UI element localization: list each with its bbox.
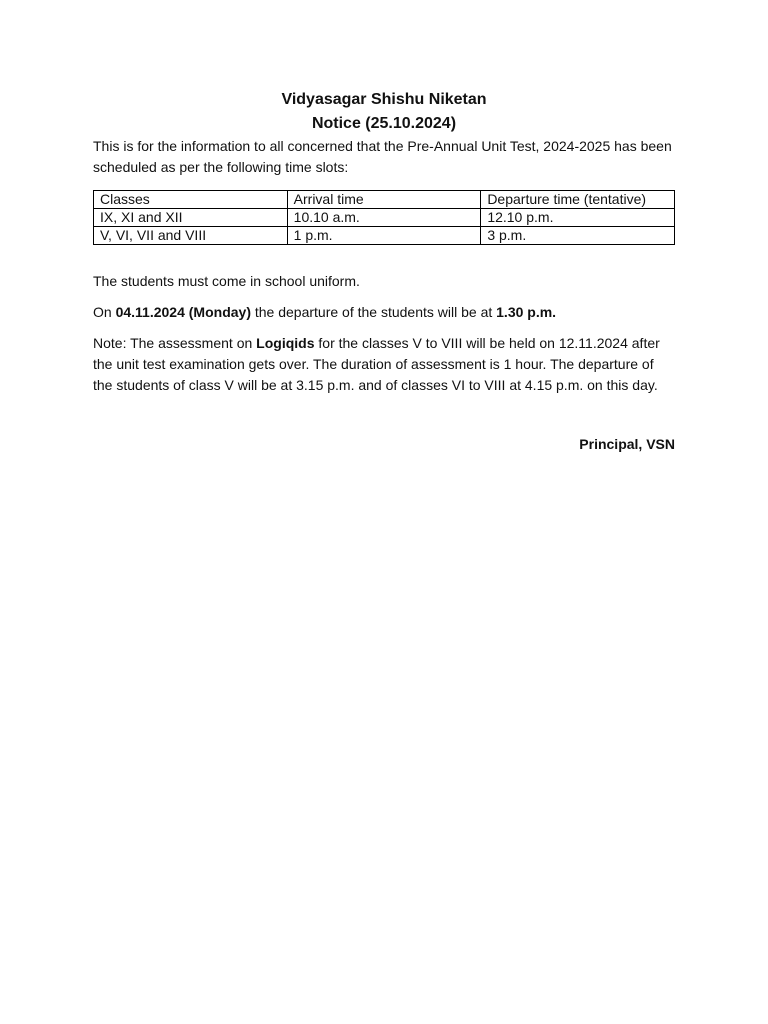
- departure-middle: the departure of the students will be at: [250, 304, 497, 320]
- table-cell: 3 p.m.: [481, 227, 675, 245]
- table-cell: Classes: [94, 191, 288, 209]
- table-cell: V, VI, VII and VIII: [94, 227, 288, 245]
- time-slots-table: [93, 190, 675, 245]
- departure-time: 1.30 p.m.: [496, 304, 557, 320]
- assessment-rest: for the classes V to VIII will be held on 12.11.2024 after the unit test examination gets over. The duration of assessment is 1 hour. The departure of the students of class V will be at 3.15 p.m. and of classes VI to VIII at 4.15 p.m. on this day.: [93, 335, 660, 393]
- table-cell: 1 p.m.: [287, 227, 481, 245]
- notice-title: Notice (25.10.2024): [311, 115, 457, 132]
- departure-note: [93, 302, 675, 323]
- table-cell: 12.10 p.m.: [481, 209, 675, 227]
- departure-date: 04.11.2024 (Monday): [115, 304, 251, 320]
- table-cell: IX, XI and XII: [94, 209, 288, 227]
- table-header-row: [94, 191, 675, 209]
- uniform-note: The students must come in school uniform.: [93, 273, 360, 289]
- assessment-note: [93, 333, 675, 396]
- assessment-prefix: Note: The assessment on: [93, 335, 257, 351]
- departure-prefix: On: [93, 304, 116, 320]
- school-name: Vidyasagar Shishu Niketan: [281, 91, 487, 108]
- table-cell: Departure time (tentative): [481, 191, 675, 209]
- signature: Principal, VSN: [579, 436, 675, 452]
- intro-paragraph: This is for the information to all concerned that the Pre-Annual Unit Test, 2024-2025 has been scheduled as per the following time slots:: [93, 138, 672, 175]
- table-cell: 10.10 a.m.: [287, 209, 481, 227]
- table-row: [94, 209, 675, 227]
- assessment-subject: Logiqids: [256, 335, 315, 351]
- table-row: [94, 227, 675, 245]
- table-cell: Arrival time: [287, 191, 481, 209]
